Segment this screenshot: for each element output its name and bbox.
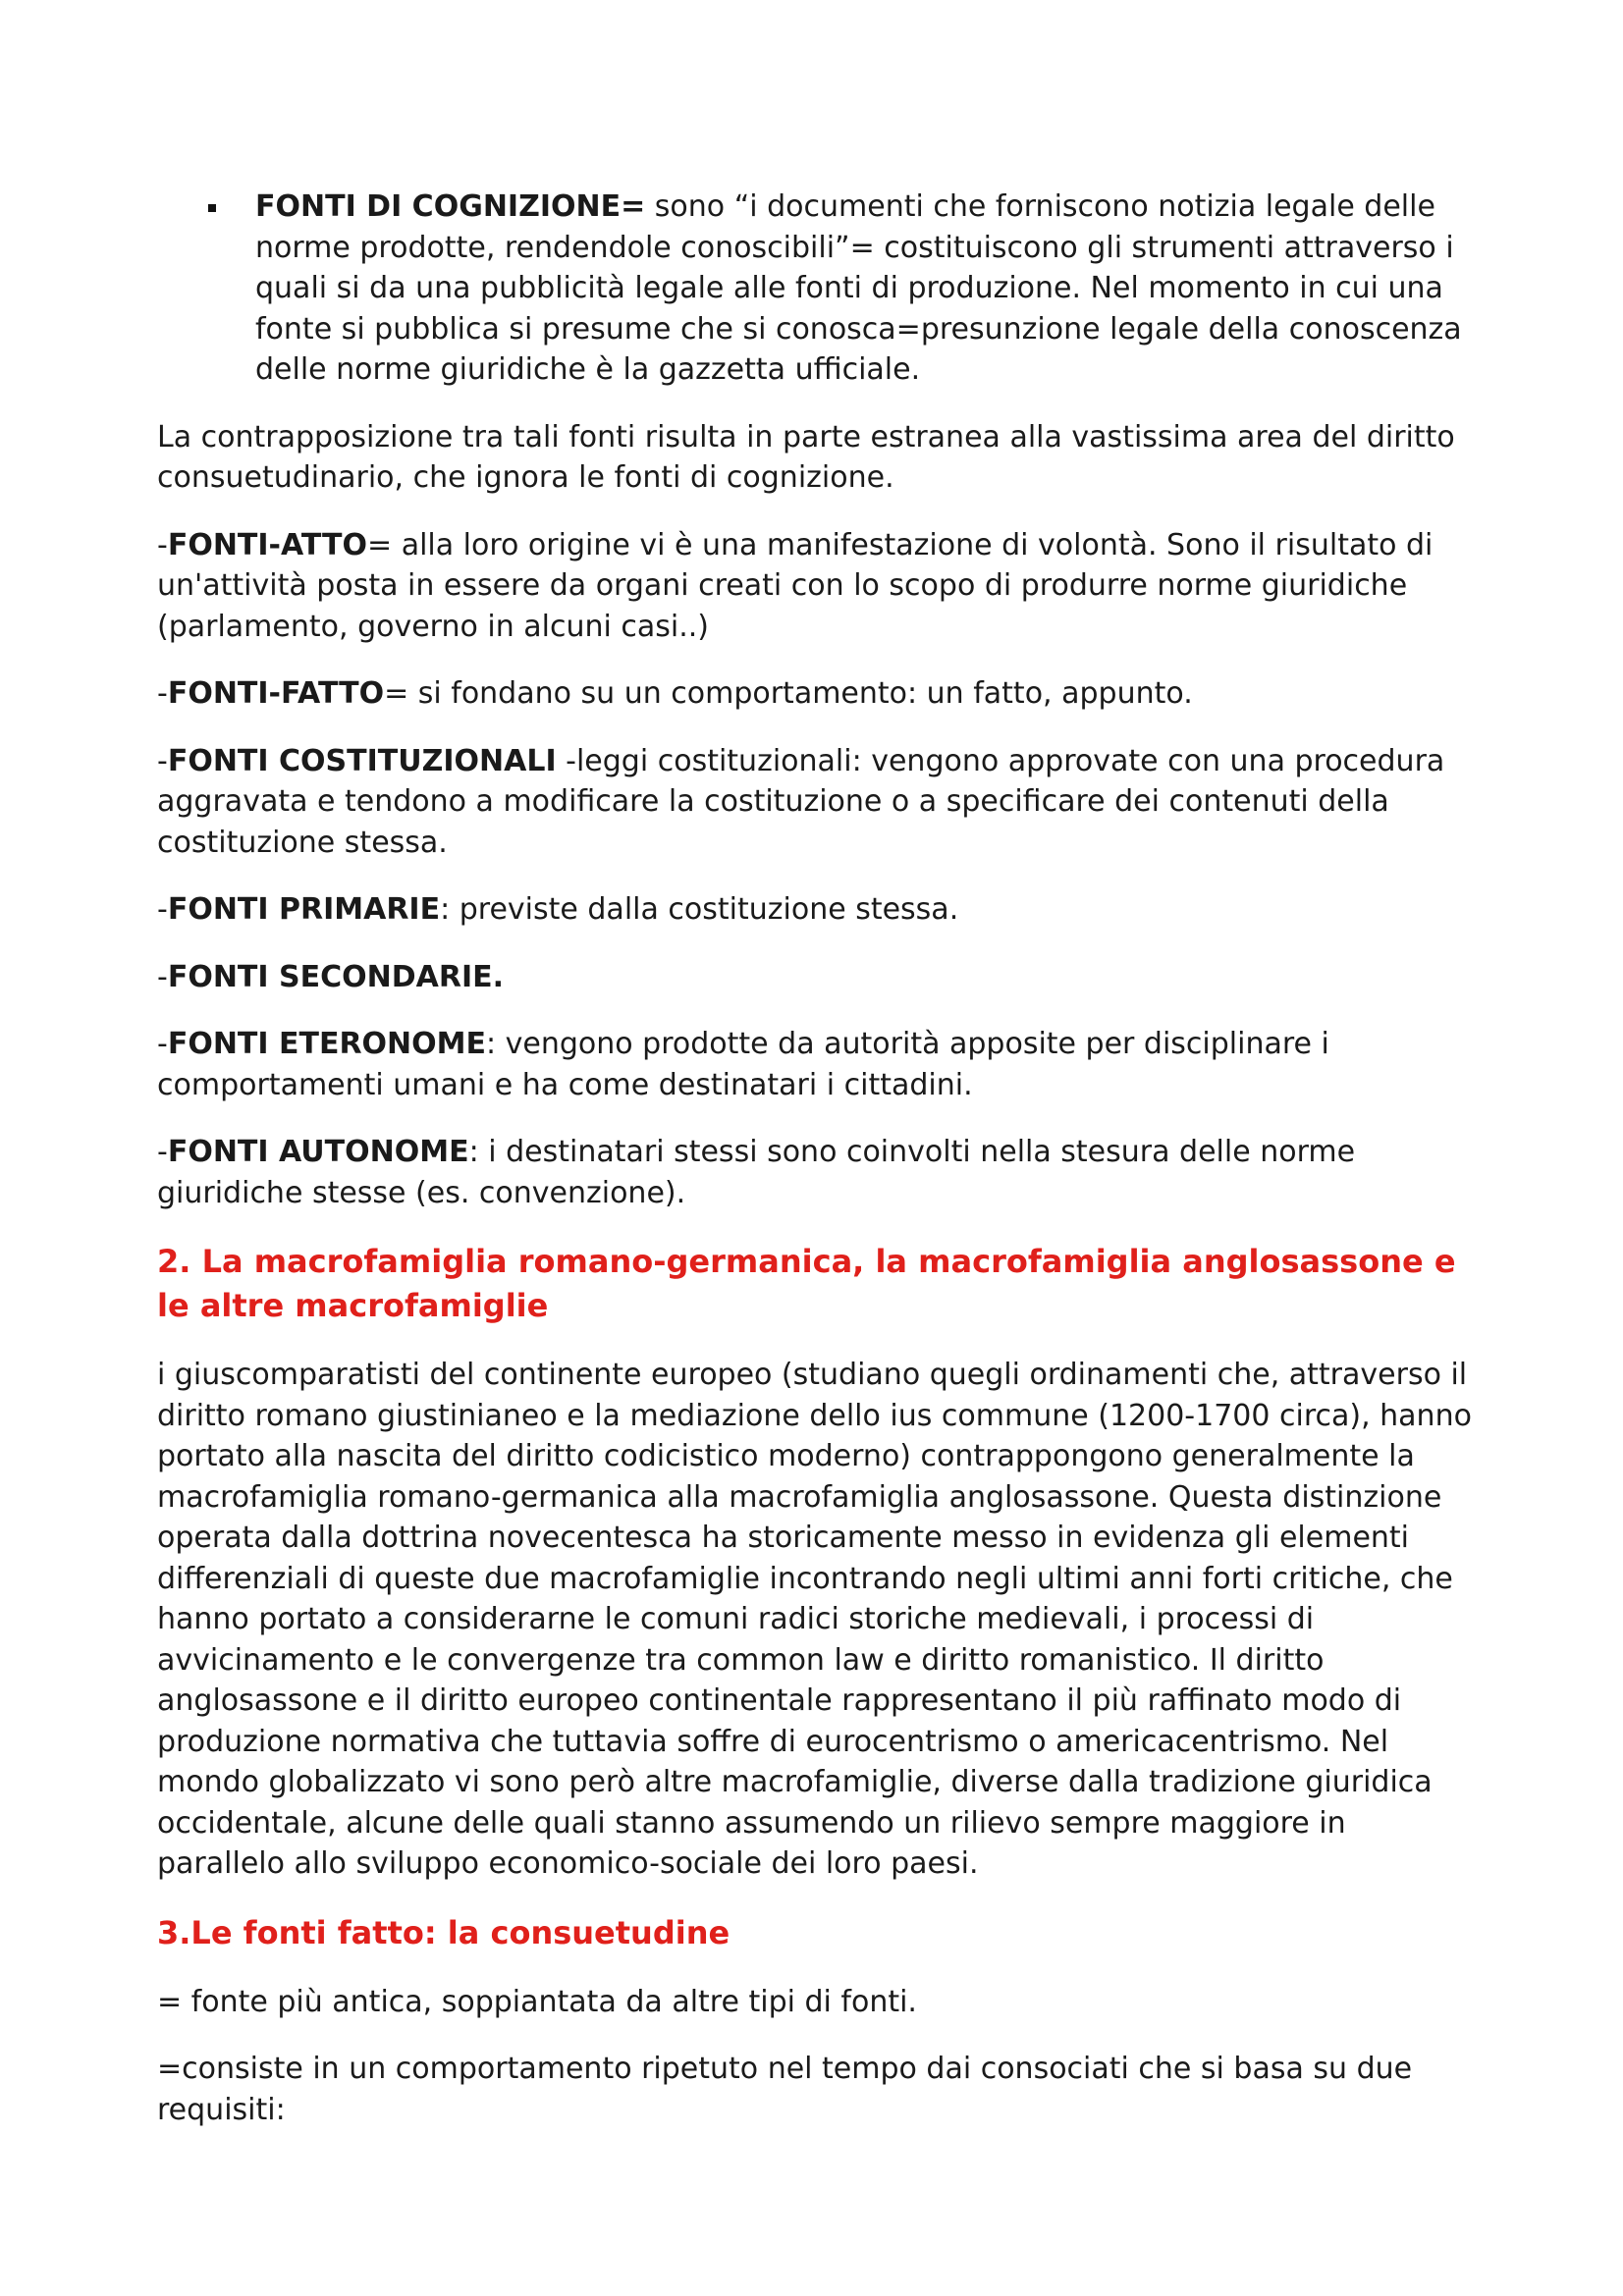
intro-paragraph: La contrapposizione tra tali fonti risulta in parte estranea alla vastissima area del diritto consuetudinario, che ignora le fonti di cognizione. bbox=[157, 419, 1455, 495]
definition-fonti-autonome: -FONTI AUTONOME: i destinatari stessi sono coinvolti nella stesura delle norme giuridiche stesse (es. convenzione). bbox=[157, 1135, 1356, 1210]
definition-fonti-secondarie: -FONTI SECONDARIE. bbox=[157, 959, 505, 994]
definition-fonti-eteronome: -FONTI ETERONOME: vengono prodotte da autorità apposite per disciplinare i comportamenti umani e ha come destinatari i cittadini. bbox=[157, 1027, 1329, 1102]
definition-term: FONTI PRIMARIE bbox=[167, 892, 441, 927]
section-2-paragraph: i giuscomparatisti del continente europeo (studiano quegli ordinamenti che, attraverso il diritto romano giustinianeo e la mediazione dello ius commune (1200-1700 circa), hanno portato alla nascita del diritto codicistico moderno) contrappongono generalmente la macrofamiglia romano-germanica alla macrofamiglia anglosassone. Questa distinzione operata dalla dottrina novecentesca ha storicamente messo in evidenza gli elementi differenziali di queste due macrofamiglie incontrando negli ultimi anni forti critiche, che hanno portato a considerarne le comuni radici storiche medievali, i processi di avvicinamento e le convergenze tra common law e diritto romanistico. Il diritto anglosassone e il diritto europeo continentale rappresentano il più raffinato modo di produzione normativa che tuttavia soffre di eurocentrismo o americacentrismo. Nel mondo globalizzato vi sono però altre macrofamiglie, diverse dalla tradizione giuridica occidentale, alcune delle quali stanno assumendo un rilievo sempre maggiore in parallelo allo sviluppo economico-sociale dei loro paesi. bbox=[157, 1358, 1472, 1881]
bullet-term: FONTI DI COGNIZIONE= bbox=[255, 189, 646, 224]
section-3-heading: 3.Le fonti fatto: la consuetudine bbox=[157, 1913, 730, 1951]
definition-text: = alla loro origine vi è una manifestazione di volontà. Sono il risultato di un'attività posta in essere da organi creati con lo scopo di produrre norme giuridiche (parlamento, governo in alcuni casi..) bbox=[157, 527, 1434, 644]
definition-text: = si fondano su un comportamento: un fatto, appunto. bbox=[384, 676, 1193, 711]
definition-fonti-primarie: -FONTI PRIMARIE: previste dalla costituzione stessa. bbox=[157, 892, 959, 927]
square-bullet-icon bbox=[208, 204, 216, 212]
definition-term: FONTI ETERONOME bbox=[167, 1027, 487, 1061]
definition-fonti-costituzionali: -FONTI COSTITUZIONALI -leggi costituzionali: vengono approvate con una procedura aggravata e tendono a modificare la costituzione o a specificare dei contenuti della costituzione stessa. bbox=[157, 743, 1445, 860]
document-page bbox=[157, 187, 1483, 2157]
definition-text: : i destinatari stessi sono coinvolti nella stesura delle norme giuridiche stesse (es. convenzione). bbox=[157, 1135, 1356, 1210]
definition-term: FONTI-ATTO bbox=[167, 527, 368, 562]
bullet-text: sono “i documenti che forniscono notizia legale delle norme prodotte, rendendole conoscibili”= costituiscono gli strumenti attraverso i quali si da una pubblicità legale alle fonti di produzione. Nel momento in cui una fonte si pubblica si presume che si conosca=presunzione legale della conoscenza delle norme giuridiche è la gazzetta ufficiale. bbox=[255, 189, 1462, 387]
definition-fonti-atto: -FONTI-ATTO= alla loro origine vi è una manifestazione di volontà. Sono il risultato di un'attività posta in essere da organi creati con lo scopo di produrre norme giuridiche (parlamento, governo in alcuni casi..) bbox=[157, 527, 1434, 644]
section-3-line-1: = fonte più antica, soppiantata da altre tipi di fonti. bbox=[157, 1984, 917, 2019]
definition-term: FONTI-FATTO bbox=[167, 676, 385, 711]
definition-term: FONTI AUTONOME bbox=[167, 1135, 469, 1169]
definition-fonti-fatto: -FONTI-FATTO= si fondano su un comportamento: un fatto, appunto. bbox=[157, 676, 1193, 711]
definition-term: FONTI COSTITUZIONALI bbox=[167, 743, 557, 778]
bullet-item-fonti-di-cognizione bbox=[157, 187, 1483, 391]
section-2-heading: 2. La macrofamiglia romano-germanica, la macrofamiglia anglosassone e le altre macrofamiglie bbox=[157, 1243, 1456, 1324]
definition-text: : previste dalla costituzione stessa. bbox=[440, 892, 959, 927]
definition-term: FONTI SECONDARIE. bbox=[167, 959, 505, 994]
section-3-line-2: =consiste in un comportamento ripetuto nel tempo dai consociati che si basa su due requisiti: bbox=[157, 2052, 1413, 2127]
definition-text: : vengono prodotte da autorità apposite per disciplinare i comportamenti umani e ha come destinatari i cittadini. bbox=[157, 1027, 1329, 1102]
definition-text: -leggi costituzionali: vengono approvate con una procedura aggravata e tendono a modificare la costituzione o a specificare dei contenuti della costituzione stessa. bbox=[157, 743, 1445, 860]
